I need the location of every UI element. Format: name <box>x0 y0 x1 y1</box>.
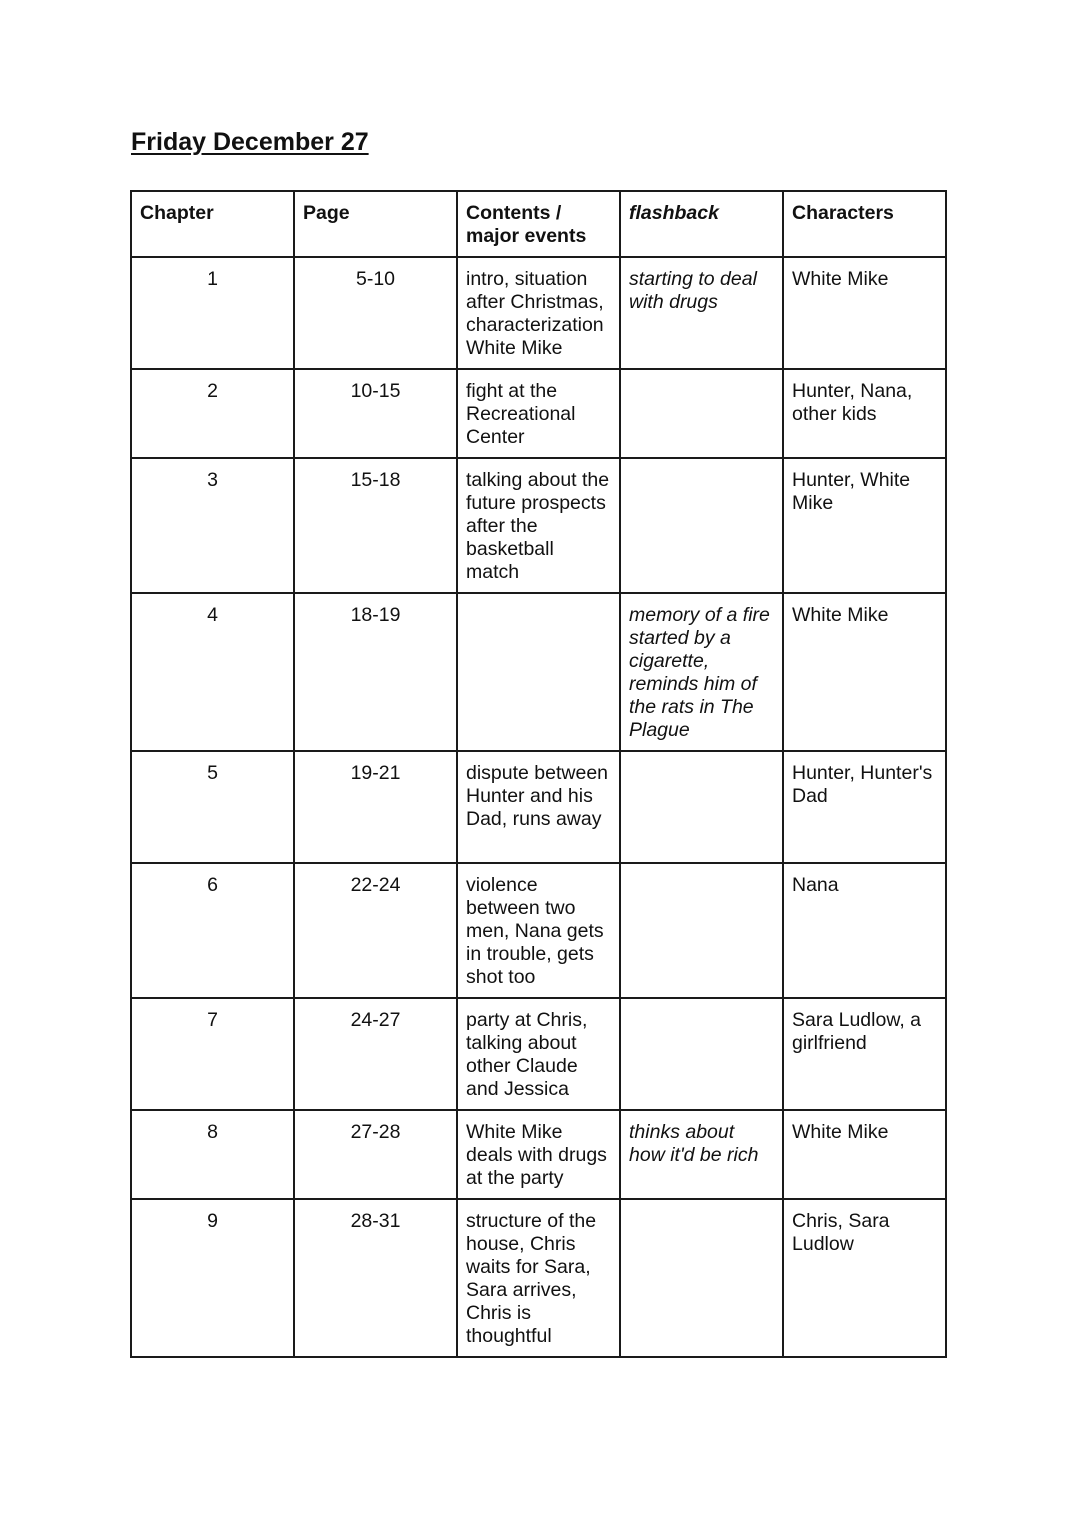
table-row <box>131 863 946 998</box>
chapter-cell: 1 <box>131 257 294 369</box>
characters-cell: Sara Ludlow, a girlfriend <box>783 998 946 1110</box>
contents-cell: structure of the house, Chris waits for Sara, Sara arrives, Chris is thoughtful <box>457 1199 620 1357</box>
flashback-cell <box>620 369 783 458</box>
header-page: Page <box>294 191 457 257</box>
table-row <box>131 593 946 751</box>
table-row <box>131 1199 946 1357</box>
page-cell: 18-19 <box>294 593 457 751</box>
contents-cell: violence between two men, Nana gets in trouble, gets shot too <box>457 863 620 998</box>
contents-cell: White Mike deals with drugs at the party <box>457 1110 620 1199</box>
contents-cell: party at Chris, talking about other Claude and Jessica <box>457 998 620 1110</box>
flashback-cell: thinks about how it'd be rich <box>620 1110 783 1199</box>
header-row <box>131 191 946 257</box>
page-cell: 10-15 <box>294 369 457 458</box>
table-row <box>131 257 946 369</box>
flashback-cell <box>620 1199 783 1357</box>
header-characters: Characters <box>783 191 946 257</box>
contents-cell: fight at the Recreational Center <box>457 369 620 458</box>
contents-cell <box>457 593 620 751</box>
page-cell: 19-21 <box>294 751 457 863</box>
characters-cell: Nana <box>783 863 946 998</box>
page-cell: 27-28 <box>294 1110 457 1199</box>
characters-cell: Chris, Sara Ludlow <box>783 1199 946 1357</box>
chapter-cell: 2 <box>131 369 294 458</box>
page-cell: 5-10 <box>294 257 457 369</box>
header-chapter: Chapter <box>131 191 294 257</box>
table-row <box>131 751 946 863</box>
chapter-cell: 4 <box>131 593 294 751</box>
flashback-cell <box>620 998 783 1110</box>
chapter-cell: 9 <box>131 1199 294 1357</box>
chapter-table <box>130 190 947 1358</box>
table-row <box>131 458 946 593</box>
characters-cell: Hunter, Nana, other kids <box>783 369 946 458</box>
page-cell: 15-18 <box>294 458 457 593</box>
flashback-cell <box>620 458 783 593</box>
header-contents: Contents / major events <box>457 191 620 257</box>
contents-cell: intro, situation after Christmas, characterization White Mike <box>457 257 620 369</box>
chapter-cell: 8 <box>131 1110 294 1199</box>
flashback-cell <box>620 863 783 998</box>
page-cell: 24-27 <box>294 998 457 1110</box>
chapter-cell: 5 <box>131 751 294 863</box>
characters-cell: White Mike <box>783 593 946 751</box>
characters-cell: Hunter, Hunter's Dad <box>783 751 946 863</box>
characters-cell: White Mike <box>783 1110 946 1199</box>
page-cell: 22-24 <box>294 863 457 998</box>
flashback-cell <box>620 751 783 863</box>
page-title: Friday December 27 <box>131 128 369 156</box>
flashback-cell: memory of a fire started by a cigarette, reminds him of the rats in The Plague <box>620 593 783 751</box>
page-cell: 28-31 <box>294 1199 457 1357</box>
table-row <box>131 369 946 458</box>
contents-cell: dispute between Hunter and his Dad, runs away <box>457 751 620 863</box>
chapter-cell: 6 <box>131 863 294 998</box>
chapter-cell: 3 <box>131 458 294 593</box>
characters-cell: Hunter, White Mike <box>783 458 946 593</box>
header-flashback: flashback <box>620 191 783 257</box>
table-row <box>131 1110 946 1199</box>
chapter-cell: 7 <box>131 998 294 1110</box>
contents-cell: talking about the future prospects after the basketball match <box>457 458 620 593</box>
characters-cell: White Mike <box>783 257 946 369</box>
table-row <box>131 998 946 1110</box>
flashback-cell: starting to deal with drugs <box>620 257 783 369</box>
